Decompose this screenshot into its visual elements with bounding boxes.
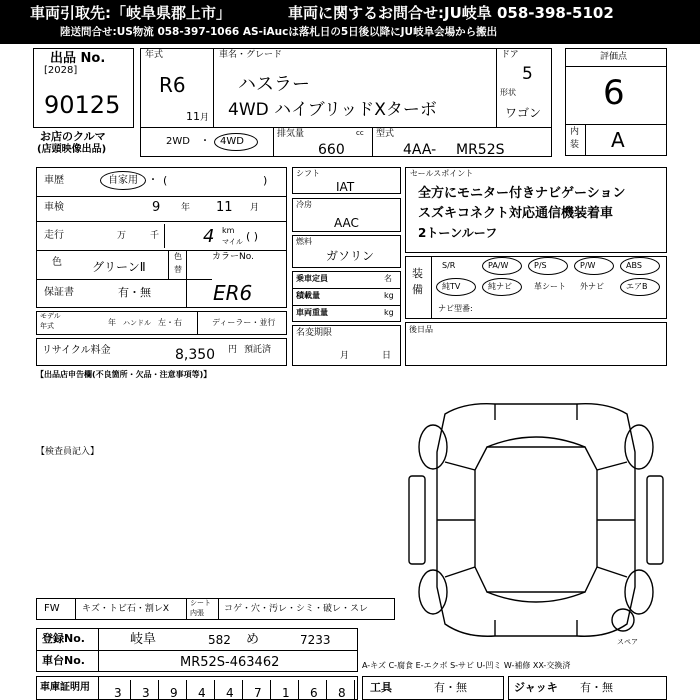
rear-glass — [487, 592, 585, 602]
mileage-value: 4 — [203, 226, 215, 247]
lot-year-stamp: [2028] — [44, 65, 78, 76]
spare-tire-icon — [612, 609, 634, 631]
drive-4wd-circle — [214, 133, 258, 151]
wheel-front-right — [625, 425, 653, 469]
cert-digit-divider — [270, 680, 271, 700]
history-circle — [100, 171, 146, 190]
car-damage-diagram — [405, 392, 667, 652]
cert-digit: 9 — [170, 686, 178, 700]
plate-region: 岐阜 — [130, 632, 157, 647]
equipment-circle — [574, 257, 614, 275]
doors-value: 5 — [522, 64, 533, 84]
mileage-mile: マイル — [222, 238, 243, 246]
model-year-lr: 左・右 — [158, 318, 182, 327]
equipment-item: P/S — [534, 261, 547, 270]
lot-number: 90125 — [44, 91, 121, 119]
color-value: グリーンⅡ — [92, 260, 146, 274]
sales-point-label: セールスポイント — [410, 169, 474, 178]
shape-value: ワゴン — [505, 106, 542, 120]
seller-notes-label: 【出品店申告欄(不良箇所・欠品・注意事項等)】 — [36, 370, 212, 379]
spare-label: スペア — [617, 638, 638, 646]
fw-label: FW — [44, 603, 60, 614]
fuel-label: 燃料 — [296, 237, 312, 246]
seat-label-1: シート — [190, 599, 211, 607]
equipment-item: 革シート — [534, 282, 566, 291]
cert-digit-divider — [158, 680, 159, 700]
warranty-label: 保証書 — [44, 287, 74, 298]
car-grade: 4WD ハイブリッドXターボ — [228, 100, 437, 120]
cert-digit-divider — [214, 680, 215, 700]
year-month: 11 — [186, 110, 200, 123]
plate-number: 7233 — [300, 633, 331, 647]
equipment-item: 純TV — [442, 282, 461, 291]
passengers-label: 乗車定員 — [296, 274, 328, 283]
inspection-year: 9 — [152, 200, 161, 215]
doors-label: ドア — [501, 50, 519, 60]
equipment-circle — [620, 257, 660, 275]
name-change-label: 名変期限 — [296, 328, 333, 338]
equipment-item: P/W — [580, 261, 596, 270]
chassis-number: MR52S-463462 — [180, 655, 280, 670]
passengers-unit: 名 — [384, 274, 392, 283]
jack-label: ジャッキ — [514, 681, 558, 694]
wheel-rear-left — [419, 570, 447, 614]
warranty-value: 有・無 — [118, 286, 151, 299]
ac-label: 冷房 — [296, 200, 312, 209]
right-side-panel — [647, 476, 663, 564]
color-label: 色 — [52, 257, 62, 268]
shape-label: 形状 — [500, 88, 516, 97]
recycle-unit: 円 — [228, 345, 238, 355]
model-year-handle: ハンドル — [123, 319, 151, 327]
equipment-circle — [482, 257, 522, 275]
seat-items: コゲ・穴・汚レ・シミ・破レ・スレ — [224, 604, 369, 614]
mileage-km: km — [222, 226, 235, 235]
equipment-item: 外ナビ — [580, 282, 604, 291]
mileage-man: 万 — [117, 231, 127, 241]
equipment-label-1: 装 — [412, 267, 423, 280]
displacement-value: 660 — [318, 142, 345, 158]
model-year-year: 年 — [108, 318, 116, 327]
plate-label: 登録No. — [42, 632, 85, 645]
inquiry-contact: 車両に関するお問合せ:JU岐阜 058-398-5102 — [288, 4, 614, 22]
mileage-paren: ( ) — [246, 230, 259, 243]
history-paren-close: ) — [263, 174, 268, 187]
drive-sep: ・ — [200, 136, 210, 147]
color-no-label: カラーNo. — [212, 252, 254, 262]
left-side-panel — [409, 476, 425, 564]
sales-point-line1: 全方にモニター付きナビゲーション — [418, 186, 626, 201]
drive-2wd: 2WD — [166, 136, 190, 147]
wheel-rear-right — [625, 570, 653, 614]
model-year-dealer: ディーラー・並行 — [212, 318, 276, 327]
score-label: 評価点 — [600, 52, 628, 62]
navi-model-label: ナビ型番: — [438, 304, 473, 313]
car-cabin-outline — [475, 447, 597, 592]
shift-value: IAT — [336, 180, 355, 194]
sales-point-line2: スズキコネクト対応通信機装着車 — [418, 206, 614, 221]
mileage-label: 走行 — [44, 230, 64, 241]
cert-label: 車庫証明用 — [40, 682, 90, 693]
interior-label-1: 内 — [570, 127, 580, 137]
recycle-label: リサイクル料金 — [42, 345, 111, 356]
drive-4wd: 4WD — [220, 136, 244, 147]
cert-digit: 3 — [114, 686, 122, 700]
cert-digit-divider — [298, 680, 299, 700]
inspection-label: 車検 — [44, 202, 64, 213]
ac-value: AAC — [334, 216, 359, 230]
cert-digit-divider — [354, 680, 355, 700]
cert-digit: 7 — [254, 686, 262, 700]
interior-label-2: 装 — [570, 140, 580, 150]
equipment-circle — [482, 278, 522, 296]
shift-label: シフト — [296, 169, 320, 178]
header-banner — [0, 0, 700, 44]
history-paren-open: ( — [163, 174, 168, 187]
tools-value: 有・無 — [434, 681, 467, 694]
store-note-1: お店のクルマ — [40, 130, 106, 143]
inspection-month: 11 — [216, 200, 233, 215]
inspection-month-unit: 月 — [250, 203, 260, 213]
cert-digit: 8 — [338, 686, 346, 700]
plate-kana: め — [246, 632, 260, 647]
equipment-item: S/R — [442, 261, 456, 270]
equipment-label-2: 備 — [412, 283, 423, 296]
damage-legend: A-キズ C-腐食 E-エクボ S-サビ U-凹ミ W-補修 XX-交換済 — [362, 661, 571, 670]
color-change-2: 替 — [174, 265, 182, 274]
cert-digit: 1 — [282, 686, 290, 700]
cert-digit-divider — [242, 680, 243, 700]
cert-digit: 4 — [198, 686, 206, 700]
year-label: 年式 — [145, 50, 164, 60]
cert-digit: 4 — [226, 686, 234, 700]
recycle-note: 預託済 — [244, 345, 272, 355]
sales-point-line3: 2トーンルーフ — [418, 226, 498, 240]
recycle-value: 8,350 — [175, 347, 216, 363]
year-month-unit: 月 — [200, 113, 210, 123]
equipment-circle — [528, 257, 568, 275]
color-change-1: 色 — [174, 252, 182, 261]
weight-unit: kg — [384, 308, 394, 317]
year-value: R6 — [159, 73, 186, 97]
load-unit: kg — [384, 291, 394, 300]
displacement-unit: cc — [356, 129, 364, 137]
plate-class: 582 — [208, 633, 231, 647]
interior-value: A — [611, 128, 625, 152]
name-change-month: 月 — [340, 351, 350, 361]
jack-value: 有・無 — [580, 681, 613, 694]
model-year-label-2: 年式 — [40, 322, 54, 330]
cert-digit: 3 — [142, 686, 150, 700]
front-glass — [487, 437, 585, 447]
history-label: 車歴 — [44, 175, 64, 186]
wheel-front-left — [419, 425, 447, 469]
cert-digit-divider — [186, 680, 187, 700]
cert-digit: 6 — [310, 686, 318, 700]
seat-label-2: 内張 — [190, 609, 204, 617]
pickup-location: 車両引取先:「岐阜県郡上市」 — [30, 4, 231, 22]
name-change-day: 日 — [382, 351, 392, 361]
name-label: 車名・グレード — [219, 50, 283, 60]
history-value: 自家用 — [108, 175, 138, 186]
model-year-label-1: モデル — [40, 312, 61, 320]
history-dot: ・ — [148, 175, 158, 186]
car-name: ハスラー — [238, 74, 310, 95]
tools-label: 工具 — [370, 681, 392, 694]
lot-label: 出品 No. — [50, 51, 106, 66]
fw-items: キズ・トビ石・割レX — [82, 604, 169, 614]
later-items-label: 後日品 — [409, 325, 433, 334]
equipment-item: PA/W — [488, 261, 509, 270]
model-code: MR52S — [456, 142, 505, 158]
equipment-circle — [620, 278, 660, 296]
equipment-item: ABS — [626, 261, 642, 270]
equipment-item: 純ナビ — [488, 282, 512, 291]
transport-note: 陸送問合せ:US物流 058-397-1066 AS-iAucは落札日の5日後以降にJU岐阜会場から搬出 — [60, 26, 498, 38]
equipment-circle — [436, 278, 476, 296]
chassis-label: 車台No. — [42, 654, 85, 667]
mileage-sen: 千 — [150, 231, 160, 241]
score-value: 6 — [603, 73, 625, 113]
model-label: 型式 — [376, 129, 395, 139]
cert-digit-divider — [130, 680, 131, 700]
model-prefix: 4AA- — [403, 142, 437, 158]
color-no-value: ER6 — [213, 281, 253, 305]
fuel-value: ガソリン — [326, 249, 375, 263]
displacement-label: 排気量 — [277, 129, 305, 139]
inspection-year-unit: 年 — [181, 203, 191, 213]
weight-label: 車両重量 — [296, 308, 328, 317]
inspector-notes-label: 【検査員記入】 — [36, 447, 100, 457]
later-items-box — [405, 322, 667, 366]
cert-digit-divider — [326, 680, 327, 700]
load-label: 積載量 — [296, 291, 320, 300]
store-note-2: (店頭映像出品) — [37, 144, 107, 155]
equipment-item: エアB — [626, 282, 648, 291]
